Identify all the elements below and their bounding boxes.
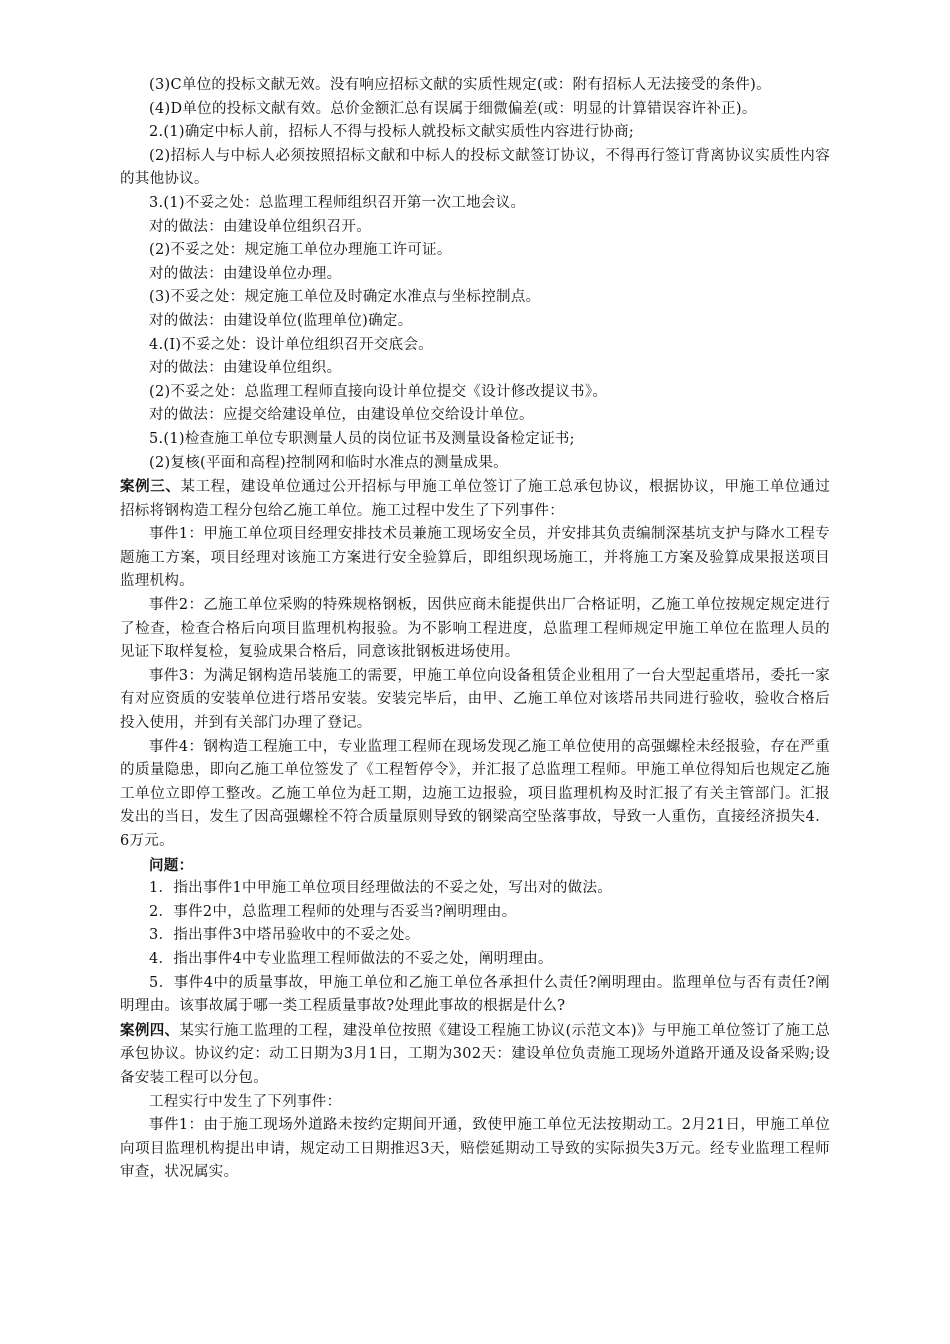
question-2: 2．事件2中，总监理工程师的处理与否妥当?阐明理由。 (149, 903, 517, 920)
question-1: 1．指出事件1中甲施工单位项目经理做法的不妥之处，写出对的做法。 (149, 880, 613, 897)
case-4-title: 案例四、 (120, 1021, 180, 1039)
answer-3-1: 3.(1)不妥之处：总监理工程师组织召开第一次工地会议。 (149, 194, 526, 211)
answer-5-1: 5.(1)检查施工单位专职测量人员的岗位证书及测量设备检定证书; (149, 430, 575, 447)
answer-2-1: 2.(1)确定中标人前，招标人不得与投标人就投标文献实质性内容进行协商; (149, 124, 635, 141)
answer-3-2-correct: 对的做法：由建设单位办理。 (149, 265, 342, 282)
answer-5-2: (2)复核(平面和高程)控制网和临时水准点的测量成果。 (149, 454, 508, 471)
case-3-title: 案例三、 (120, 478, 181, 496)
answer-4-2-correct: 对的做法：应提交给建设单位，由建设单位交给设计单位。 (149, 407, 534, 424)
answer-3-3: (3)不妥之处：规定施工单位及时确定水准点与坐标控制点。 (149, 289, 541, 306)
case-4-intro (120, 1019, 830, 1091)
case-3-event-3: 事件3：为满足钢构造吊装施工的需要，甲施工单位向设备租赁企业租用了一台大型起重塔吊，委托一家有对应资质的安装单位进行塔吊安装。安装完毕后，由甲、乙施工单位对该塔吊共同进行验收，验收合格后投入使用，并到有关部门办理了登记。 (120, 667, 830, 732)
answer-3-2: (2)不妥之处：规定施工单位办理施工许可证。 (149, 242, 452, 259)
case-3-intro-text: 某工程，建设单位通过公开招标与甲施工单位签订了施工总承包协议，根据协议，甲施工单位通过招标将钢构造工程分包给乙施工单位。施工过程中发生了下列事件： (120, 479, 830, 519)
case-3-event-2: 事件2：乙施工单位采购的特殊规格钢板，因供应商未能提供出厂合格证明，乙施工单位按规定规定进行了检查，检查合格后向项目监理机构报验。为不影响工程进度，总监理工程师规定甲施工单位在监理人员的见证下取样复检，复验成果合格后，同意该批钢板进场使用。 (120, 597, 830, 661)
case-4-intro-text: 某实行施工监理的工程，建没单位按照《建设工程施工协议(示范文本)》与甲施工单位签订了施工总承包协议。协议约定：动工日期为3月1日，工期为302天：建设单位负责施工现场外道路开通及设备采购;设备安装工程可以分包。 (120, 1022, 831, 1086)
question-3: 3．指出事件3中塔吊验收中的不妥之处。 (149, 927, 420, 944)
answer-2-2: (2)招标人与中标人必须按照招标文献和中标人的投标文献签订协议，不得再行签订背离协议实质性内容的其他协议。 (120, 147, 830, 188)
case-3-event-1: 事件1：甲施工单位项目经理安排技术员兼施工现场安全员，并安排其负责编制深基坑支护与降水工程专题施工方案，项目经理对该施工方案进行安全验算后，即组织现场施工，并将施工方案及验算成果报送项目监理机构。 (120, 526, 830, 590)
answer-4-2: (2)不妥之处：总监理工程师直接向设计单位提交《设计修改提议书》。 (149, 383, 608, 400)
case-4-events-intro: 工程实行中发生了下列事件： (149, 1093, 342, 1110)
answer-3-3-correct: 对的做法：由建设单位(监理单位)确定。 (149, 312, 413, 329)
question-4: 4．指出事件4中专业监理工程师做法的不妥之处，阐明理由。 (149, 950, 553, 967)
question-5: 5．事件4中的质量事故，甲施工单位和乙施工单位各承担什么责任?阐明理由。监理单位与否有责任?阐明理由。该事故属于哪一类工程质量事故?处理此事故的根据是什么? (120, 974, 830, 1015)
case-3-intro (120, 475, 830, 523)
answer-1-3: (3)C单位的投标文献无效。没有响应招标文献的实质性规定(或：附有招标人无法接受的条件)。 (149, 77, 771, 93)
answer-4-1: 4.(I)不妥之处：设计单位组织召开交底会。 (149, 336, 433, 353)
answer-3-1-correct: 对的做法：由建设单位组织召开。 (149, 218, 371, 235)
case-3-event-4: 事件4：钢构造工程施工中，专业监理工程师在现场发现乙施工单位使用的高强螺栓未经报验，存在严重的质量隐患，即向乙施工单位签发了《工程暂停令》，并汇报了总监理工程师。甲施工单位得知后也规定乙施工单位立即停工整改。乙施工单位为赶工期，边施工边报验，项目监理机构及时汇报了有关主管部门。汇报发出的当日，发生了因高强螺栓不符合质量原则导致的钢梁高空坠落事故，导致一人重伤，直接经济损失4．6万元。 (120, 738, 830, 849)
case-4-event-1: 事件1：由于施工现场外道路未按约定期间开通，致使甲施工单位无法按期动工。2月21日，甲施工单位向项目监理机构提出申请，规定动工日期推迟3天，赔偿延期动工导致的实际损失3万元。经专业监理工程师审查，状况属实。 (120, 1117, 830, 1181)
questions-heading: 问题： (149, 856, 194, 874)
answer-1-4: (4)D单位的投标文献有效。总价金额汇总有误属于细微偏差(或：明显的计算错误容许补正)。 (149, 100, 757, 117)
answer-4-1-correct: 对的做法：由建设单位组织。 (149, 360, 342, 377)
